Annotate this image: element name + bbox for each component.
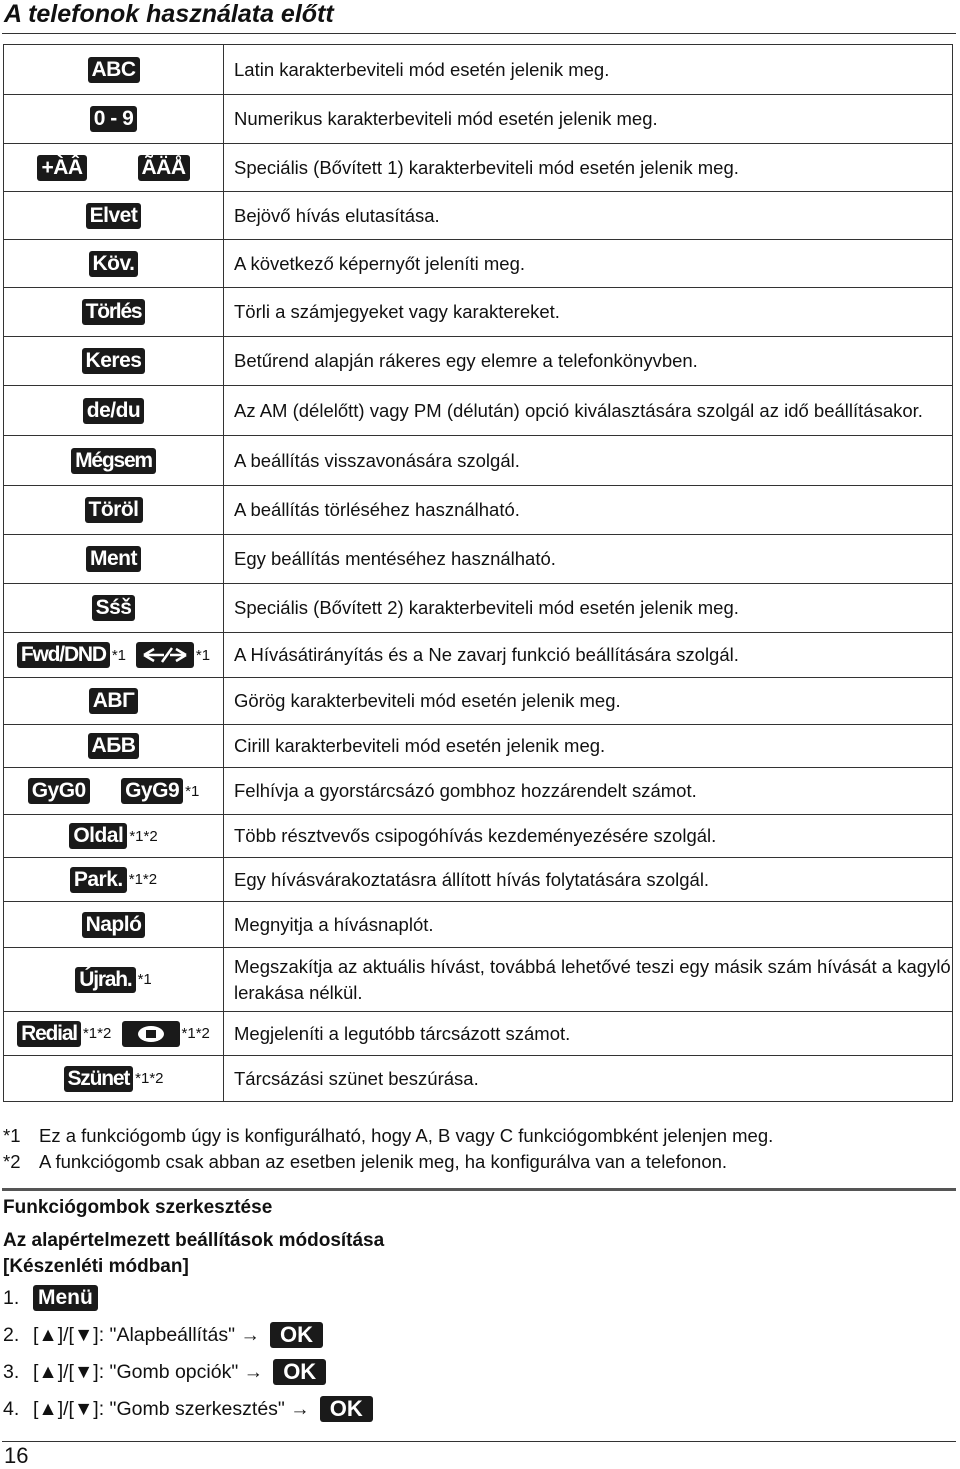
table-row (4, 535, 953, 584)
soft-key-label: Park. (70, 867, 127, 893)
soft-key-label: Redial (17, 1021, 81, 1047)
step-3 (3, 1359, 326, 1385)
footnote-2 (3, 1149, 773, 1175)
key-description: Görög karakterbeviteli mód esetén jelenik meg. (224, 678, 953, 725)
step-number: 1. (3, 1286, 20, 1309)
table-row (4, 858, 953, 902)
key-description: A következő képernyőt jeleníti meg. (224, 240, 953, 288)
key-group (122, 1021, 210, 1047)
soft-key-label: Újrah. (75, 967, 135, 993)
key-group (85, 498, 143, 519)
key-group (90, 107, 138, 128)
soft-key-label: Ment (86, 546, 141, 572)
key-group (82, 349, 146, 370)
key-cell (4, 1056, 224, 1102)
key-description: A beállítás törléséhez használható. (224, 486, 953, 535)
table-row (4, 725, 953, 768)
soft-key-label: ÃÄÅ (138, 155, 190, 181)
key-description: Megnyitja a hívásnaplót. (224, 902, 953, 948)
key-description: Latin karakterbeviteli mód esetén jelenik meg. (224, 45, 953, 95)
soft-key-label: Elvet (86, 203, 142, 229)
key-description: A beállítás visszavonására szolgál. (224, 436, 953, 486)
footnote-text: Ez a funkciógomb úgy is konfigurálható, hogy A, B vagy C funkciógombként jelenjen meg. (39, 1125, 774, 1146)
key-description: Bejövő hívás elutasítása. (224, 192, 953, 240)
soft-key-label: Töröl (85, 497, 143, 523)
key-description: Speciális (Bővített 1) karakterbeviteli mód esetén jelenik meg. (224, 144, 953, 192)
key-group (86, 547, 141, 568)
key-cell (4, 386, 224, 436)
soft-key-label: Törlés (82, 299, 146, 325)
table-row (4, 95, 953, 144)
key-group (17, 642, 126, 668)
table-row (4, 288, 953, 337)
menu-key: Menü (33, 1285, 98, 1311)
key-cell (4, 535, 224, 584)
table-row (4, 240, 953, 288)
key-cell (4, 768, 224, 815)
soft-key-label: GyG0 (28, 778, 90, 804)
footnote-mark: *2 (3, 1151, 21, 1172)
soft-key-label: ABC (88, 57, 140, 83)
redial-icon (122, 1021, 180, 1047)
footnote-ref: *1*2 (135, 1070, 164, 1087)
ok-key: OK (320, 1396, 373, 1422)
table-row (4, 436, 953, 486)
table-row (4, 337, 953, 386)
footnote-mark: *1 (3, 1125, 21, 1146)
section-divider (2, 1188, 956, 1191)
footnote-ref: *1*2 (82, 1025, 112, 1042)
soft-key-label: Napló (82, 912, 146, 938)
footnote-ref: *1*2 (128, 871, 158, 888)
step-4 (3, 1396, 373, 1422)
key-group (64, 1066, 164, 1090)
soft-key-label: ΑΒΓ (89, 688, 138, 714)
step-2 (3, 1322, 323, 1348)
soft-key-label: Fwd/DND (17, 642, 110, 668)
key-description: Felhívja a gyorstárcsázó gombhoz hozzárendelt számot. (224, 768, 953, 815)
section-subheading: Az alapértelmezett beállítások módosítása (3, 1230, 385, 1251)
key-description: Megjeleníti a legutóbb tárcsázott számot. (224, 1012, 953, 1056)
ok-key: OK (273, 1359, 326, 1385)
page-number: 16 (4, 1443, 29, 1468)
ok-key: OK (270, 1322, 323, 1348)
table-row (4, 902, 953, 948)
step-number: 4. (3, 1397, 20, 1420)
key-group (121, 778, 199, 804)
table-row (4, 192, 953, 240)
key-description: Az AM (délelőtt) vagy PM (délután) opció kiválasztására szolgál az idő beállításakor. (224, 386, 953, 436)
step-number: 2. (3, 1323, 20, 1346)
mode-label: [Készenléti módban] (3, 1256, 189, 1277)
footer-divider (2, 1441, 956, 1442)
soft-key-label: АБВ (88, 733, 140, 759)
key-cell (4, 337, 224, 386)
soft-key-label: Köv. (89, 251, 139, 277)
key-description: Tárcsázási szünet beszúrása. (224, 1056, 953, 1102)
step-text: [▲]/[▼]: "Gomb opciók" → (33, 1360, 264, 1383)
footnote-ref: *1 (195, 646, 211, 664)
soft-key-label: Szünet (64, 1066, 134, 1092)
step-text: [▲]/[▼]: "Alapbeállítás" → (33, 1323, 260, 1346)
step-text: [▲]/[▼]: "Gomb szerkesztés" → (33, 1397, 310, 1420)
key-cell (4, 858, 224, 902)
soft-key-label: 0 - 9 (90, 106, 138, 132)
key-group (75, 967, 152, 991)
key-description: Több résztvevős csipogóhívás kezdeményezésére szolgál. (224, 815, 953, 858)
key-description: Törli a számjegyeket vagy karaktereket. (224, 288, 953, 337)
key-cell (4, 902, 224, 948)
key-cell (4, 486, 224, 535)
key-description: Numerikus karakterbeviteli mód esetén jelenik meg. (224, 95, 953, 144)
forward-dnd-icon (136, 642, 194, 668)
key-cell (4, 678, 224, 725)
step-1 (3, 1285, 98, 1311)
key-group (88, 57, 140, 81)
key-group (92, 596, 136, 617)
key-group (82, 300, 146, 321)
step-number: 3. (3, 1360, 20, 1383)
page-title: A telefonok használata előtt (4, 0, 334, 28)
table-row (4, 144, 953, 192)
key-group (17, 1021, 111, 1047)
key-cell (4, 584, 224, 633)
key-cell (4, 288, 224, 337)
soft-key-label: GyG9 (121, 778, 183, 804)
key-group (82, 912, 146, 936)
key-cell (4, 436, 224, 486)
key-description: Egy hívásvárakoztatásra állított hívás folytatására szolgál. (224, 858, 953, 902)
key-cell (4, 192, 224, 240)
key-group (89, 251, 139, 275)
key-group (28, 778, 90, 804)
key-cell (4, 815, 224, 858)
footnote-text: A funkciógomb csak abban az esetben jelenik meg, ha konfigurálva van a telefonon. (39, 1151, 728, 1172)
key-group (71, 448, 156, 472)
table-row (4, 584, 953, 633)
key-description: Megszakítja az aktuális hívást, továbbá lehetővé teszi egy másik szám hívását a kagyló lerakása nélkül. (224, 948, 953, 1012)
key-group (136, 642, 210, 668)
footnotes (3, 1123, 773, 1175)
soft-key-label: Mégsem (71, 448, 156, 474)
table-row (4, 815, 953, 858)
key-group (83, 398, 145, 422)
soft-key-label: +ÀÂ (37, 155, 86, 181)
key-cell (4, 633, 224, 678)
section-heading: Funkciógombok szerkesztése (3, 1197, 273, 1218)
key-description: Cirill karakterbeviteli mód esetén jelenik meg. (224, 725, 953, 768)
table-row (4, 768, 953, 815)
key-cell (4, 725, 224, 768)
table-row (4, 633, 953, 678)
soft-key-label: Oldal (69, 823, 127, 849)
footnote-ref: *1*2 (129, 827, 158, 845)
key-cell (4, 240, 224, 288)
key-cell (4, 45, 224, 95)
soft-key-table (3, 44, 953, 1102)
footnote-ref: *1 (185, 782, 200, 800)
footnote-ref: *1*2 (181, 1025, 210, 1042)
table-row (4, 45, 953, 95)
key-cell (4, 144, 224, 192)
key-group (86, 203, 142, 227)
title-divider (2, 33, 956, 34)
key-cell (4, 95, 224, 144)
key-group (89, 689, 138, 710)
table-row (4, 1012, 953, 1056)
table-row (4, 386, 953, 436)
key-description: Speciális (Bővített 2) karakterbeviteli mód esetén jelenik meg. (224, 584, 953, 633)
key-description: Betűrend alapján rákeres egy elemre a telefonkönyvben. (224, 337, 953, 386)
soft-key-label: de/du (83, 398, 145, 424)
key-group (69, 824, 157, 845)
footnote-ref: *1 (137, 971, 152, 988)
key-cell (4, 1012, 224, 1056)
key-group (37, 155, 86, 181)
footnote-1 (3, 1123, 773, 1149)
soft-key-label: Sśš (92, 595, 136, 621)
table-row (4, 678, 953, 725)
soft-key-label: Keres (82, 348, 146, 374)
key-group (88, 734, 140, 755)
footnote-ref: *1 (111, 646, 127, 664)
key-description: Egy beállítás mentéséhez használható. (224, 535, 953, 584)
table-row (4, 486, 953, 535)
key-cell (4, 948, 224, 1012)
table-row (4, 1056, 953, 1102)
table-row (4, 948, 953, 1012)
key-description: A Hívásátirányítás és a Ne zavarj funkció beállítására szolgál. (224, 633, 953, 678)
key-group (70, 867, 158, 891)
key-group (138, 155, 190, 181)
